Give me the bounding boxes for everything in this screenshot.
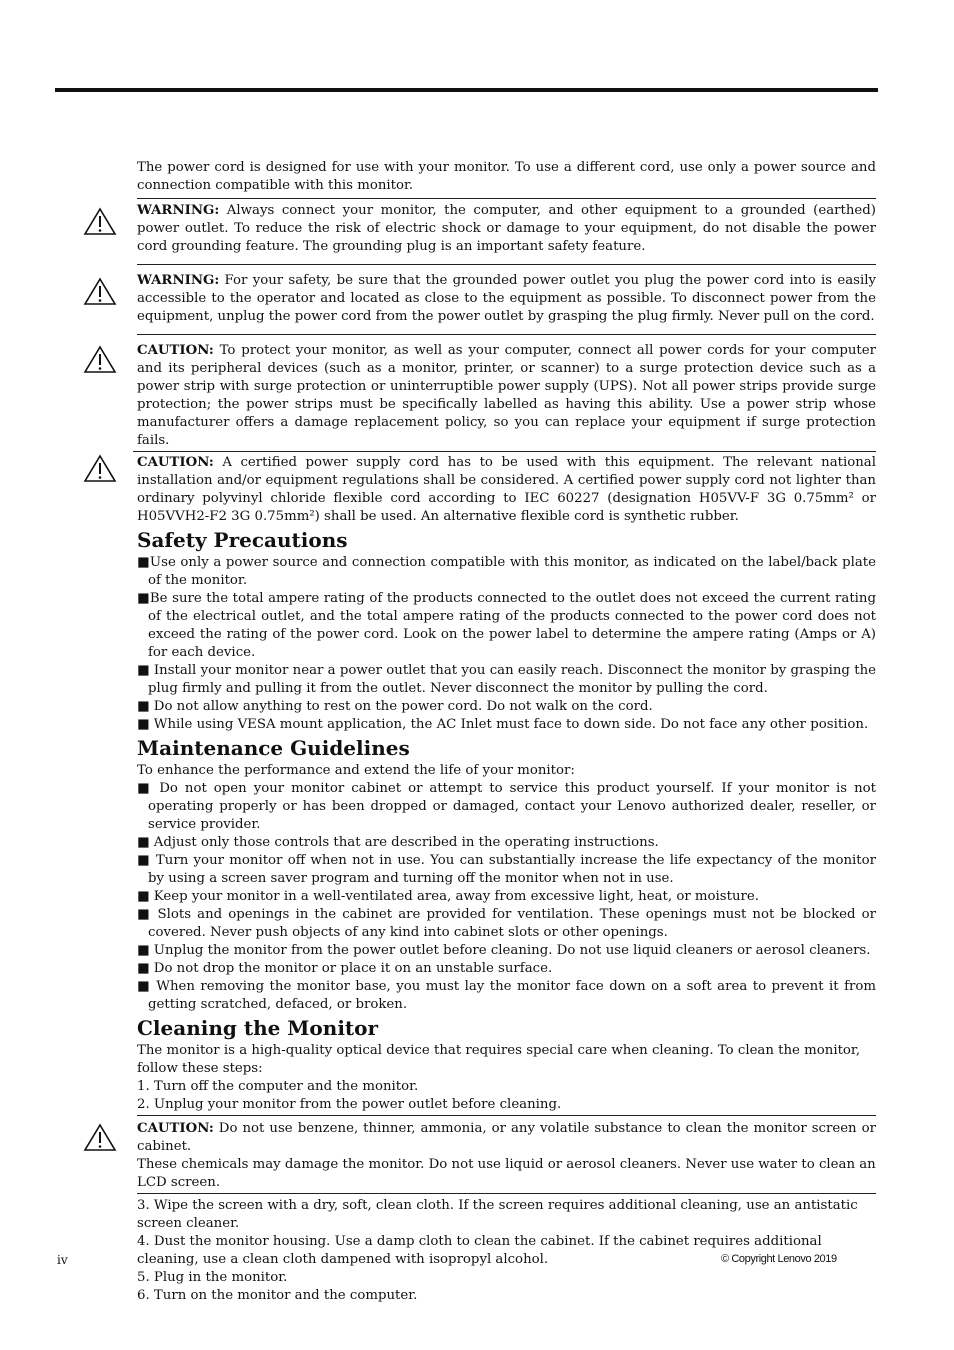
page-number: iv <box>57 1253 68 1267</box>
notice-text: Always connect your monitor, the computer, and other equipment to a grounded (earthed) power outlet. To reduce the risk of electric shock or damage to your equipment, do not disable the power cord grounding feature. The grounding plug is an important safety feature. <box>137 203 876 254</box>
cleaning-heading: Cleaning the Monitor <box>137 1016 379 1040</box>
warning-triangle-icon <box>83 207 117 237</box>
header-rule <box>55 88 878 92</box>
notice-label: WARNING: <box>137 273 220 288</box>
list-item: ■Use only a power source and connection compatible with this monitor, as indicated on the label/back plate of the monitor. <box>137 555 876 588</box>
notice-text-secondary: These chemicals may damage the monitor. Do not use liquid or aerosol cleaners. Never use water to clean an LCD screen. <box>137 1157 876 1190</box>
caution-cord <box>133 451 876 526</box>
list-item: 3. Wipe the screen with a dry, soft, clean cloth. If the screen requires additional cleaning, use an antistatic screen cleaner. <box>137 1198 858 1231</box>
notice-label: CAUTION: <box>137 343 214 358</box>
warning-triangle-icon <box>83 454 117 484</box>
list-item: ■ Keep your monitor in a well-ventilated area, away from excessive light, heat, or moisture. <box>137 889 759 904</box>
list-item: ■Be sure the total ampere rating of the products connected to the outlet does not exceed the current rating of the electrical outlet, and the total ampere rating of the products connected to the power cord does not exceed the rating of the power cord. Look on the power label to determine the ampere rating (Amps or A) for each device. <box>137 591 876 660</box>
maintenance-heading: Maintenance Guidelines <box>137 736 410 760</box>
list-item: ■ Install your monitor near a power outlet that you can easily reach. Disconnect the monitor by grasping the plug firmly and pulling it from the outlet. Never disconnect the monitor by pulling the cord. <box>137 663 876 696</box>
notice-label: CAUTION: <box>137 455 214 470</box>
warning-outlet <box>137 264 876 326</box>
notice-text: For your safety, be sure that the grounded power outlet you plug the power cord into is easily accessible to the operator and located as close to the equipment as possible. To disconnect power from the equipment, unplug the power cord from the power outlet by grasping the plug firmly. Never pull on the cord. <box>137 273 876 324</box>
list-item: ■ While using VESA mount application, the AC Inlet must face to down side. Do not face any other position. <box>137 717 869 732</box>
caution-surge <box>137 334 876 450</box>
list-item: 2. Unplug your monitor from the power outlet before cleaning. <box>137 1097 562 1112</box>
list-item: ■ Unplug the monitor from the power outlet before cleaning. Do not use liquid cleaners or aerosol cleaners. <box>137 943 871 958</box>
warning-triangle-icon <box>83 1123 117 1153</box>
notice-text: To protect your monitor, as well as your computer, connect all power cords for your computer and its peripheral devices (such as a monitor, printer, or scanner) to a surge protection device such as a power strip with surge protection or uninterruptible power supply (UPS). Not all power strips provide surge protection; the power strips must be specifically labelled as having this ability. Use a power strip whose manufacturer offers a damage replacement policy, so you can replace your equipment if surge protection fails. <box>137 343 876 448</box>
list-item: ■ Do not open your monitor cabinet or attempt to service this product yourself. If your monitor is not operating properly or has been dropped or damaged, contact your Lenovo authorized dealer, reseller, or service provider. <box>137 781 876 832</box>
maintenance-intro: To enhance the performance and extend the life of your monitor: <box>137 763 575 778</box>
cleaning-steps-before <box>137 1078 876 1114</box>
maintenance-list <box>137 780 876 1014</box>
list-item: 4. Dust the monitor housing. Use a damp cloth to clean the cabinet. If the cabinet requires additional cleaning, use a clean cloth dampened with isopropyl alcohol. <box>137 1234 822 1267</box>
list-item: ■ Adjust only those controls that are described in the operating instructions. <box>137 835 659 850</box>
notice-label: WARNING: <box>137 203 220 218</box>
copyright-notice: © Copyright Lenovo 2019 <box>721 1253 837 1265</box>
safety-heading: Safety Precautions <box>137 528 348 552</box>
document-body <box>137 159 876 1305</box>
cleaning-intro: The monitor is a high-quality optical device that requires special care when cleaning. To clean the monitor, follow these steps: <box>137 1043 861 1076</box>
list-item: ■ When removing the monitor base, you must lay the monitor face down on a soft area to prevent it from getting scratched, defaced, or broken. <box>137 979 876 1012</box>
warning-triangle-icon <box>83 277 117 307</box>
list-item: 5. Plug in the monitor. <box>137 1270 288 1285</box>
list-item: 1. Turn off the computer and the monitor. <box>137 1079 419 1094</box>
list-item: ■ Do not drop the monitor or place it on an unstable surface. <box>137 961 553 976</box>
list-item: ■ Slots and openings in the cabinet are provided for ventilation. These openings must not be blocked or covered. Never push objects of any kind into cabinet slots or other openings. <box>137 907 876 940</box>
notice-text: A certified power supply cord has to be used with this equipment. The relevant national installation and/or equipment regulations shall be considered. A certified power supply cord not lighter than ordinary polyvinyl chloride flexible cord according to IEC 60227 (designation H05VV-F 3G 0.75mm² or H05VVH2-F2 3G 0.75mm²) shall be used. An alternative flexible cord is synthetic rubber. <box>137 455 876 524</box>
notice-text: Do not use benzene, thinner, ammonia, or any volatile substance to clean the monitor screen or cabinet. <box>137 1121 876 1154</box>
list-item: 6. Turn on the monitor and the computer. <box>137 1288 418 1303</box>
safety-list <box>137 554 876 734</box>
warning-triangle-icon <box>83 345 117 375</box>
cleaning-steps-after <box>137 1193 876 1305</box>
notice-label: CAUTION: <box>137 1121 214 1136</box>
warning-grounding <box>137 198 876 256</box>
list-item: ■ Turn your monitor off when not in use. You can substantially increase the life expectancy of the monitor by using a screen saver program and turning off the monitor when not in use. <box>137 853 876 886</box>
caution-chemicals <box>137 1115 876 1192</box>
intro-paragraph: The power cord is designed for use with your monitor. To use a different cord, use only a power source and connection compatible with this monitor. <box>137 160 876 193</box>
list-item: ■ Do not allow anything to rest on the power cord. Do not walk on the cord. <box>137 699 653 714</box>
